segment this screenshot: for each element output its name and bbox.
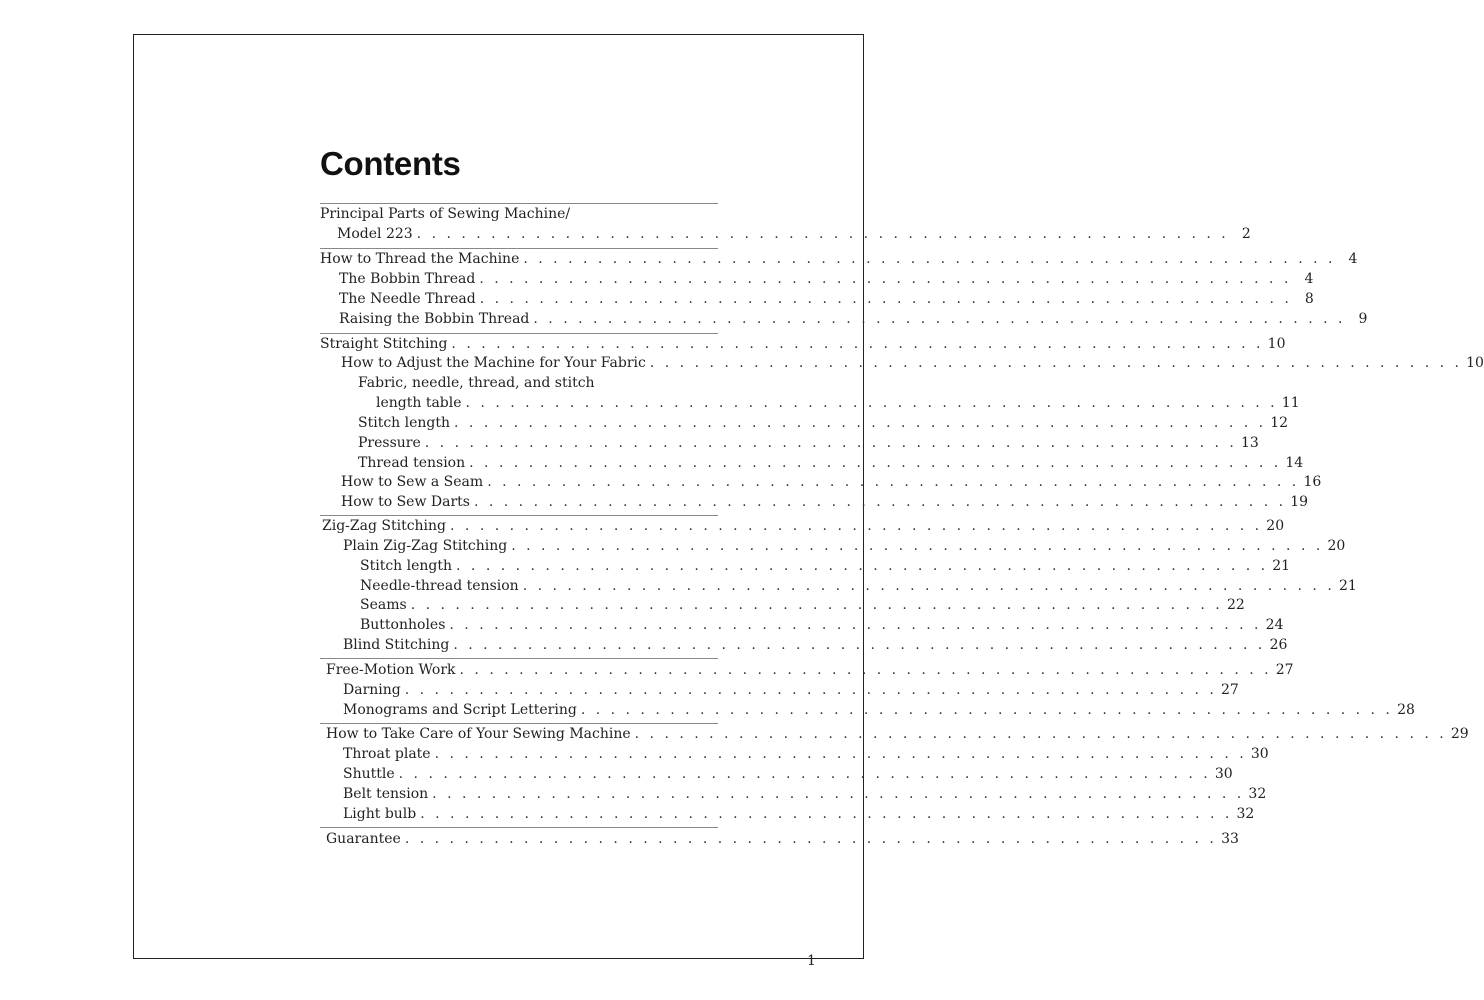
toc-page-number: 26 (1269, 637, 1288, 653)
toc-entry-label: The Needle Thread (339, 291, 476, 307)
toc-entry-label: Guarantee (326, 831, 401, 847)
dot-leader: . . . . . . . . . . . . . . . . . . . . . . . . . . . . . . . . . . . . . . . . . . . . . . . . . . . . . . . (533, 311, 1346, 327)
toc-page-number: 24 (1265, 617, 1284, 633)
toc-page-number: 28 (1397, 702, 1415, 718)
toc-entry-label: Needle-thread tension (360, 578, 519, 594)
toc-page-number: 21 (1272, 558, 1291, 574)
toc-entry[interactable] (343, 786, 1267, 806)
toc-entry-label: Belt tension (343, 786, 429, 802)
toc-page-number: 10 (1267, 336, 1286, 352)
dot-leader: . . . . . . . . . . . . . . . . . . . . . . . . . . . . . . . . . . . . . . . . . . . . . . . . . . . . . . . (453, 637, 1266, 653)
toc-entry-label: How to Adjust the Machine for Your Fabric (341, 355, 646, 371)
toc-entry[interactable] (320, 336, 1286, 356)
dot-leader: . . . . . . . . . . . . . . . . . . . . . . . . . . . . . . . . . . . . . . . . . . . . . . . . . . . . . . . (459, 662, 1272, 678)
toc-entry[interactable] (360, 597, 1245, 617)
section-divider (320, 248, 718, 249)
section-divider (320, 827, 718, 828)
toc-entry-label: Darning (343, 682, 401, 698)
toc-entry[interactable] (339, 311, 1368, 331)
toc-entry-label: Zig-Zag Stitching (322, 518, 447, 534)
toc-page-number: 27 (1221, 682, 1239, 698)
dot-leader: . . . . . . . . . . . . . . . . . . . . . . . . . . . . . . . . . . . . . . . . . . . . . . . . . . . . . . . (424, 435, 1237, 451)
toc-entry-label: Pressure (358, 435, 421, 451)
dot-leader: . . . . . . . . . . . . . . . . . . . . . . . . . . . . . . . . . . . . . . . . . . . . . . . . . . . . . . . (410, 597, 1223, 613)
toc-page-number: 19 (1290, 494, 1309, 510)
dot-leader: . . . . . . . . . . . . . . . . . . . . . . . . . . . . . . . . . . . . . . . . . . . . . . . . . . . . . . . (449, 617, 1262, 633)
toc-page-number: 11 (1281, 395, 1300, 411)
toc-entry-label: The Bobbin Thread (339, 271, 476, 287)
toc-entry[interactable] (341, 355, 1484, 375)
toc-entry[interactable] (376, 395, 1300, 415)
toc-entry[interactable] (343, 746, 1269, 766)
dot-leader: . . . . . . . . . . . . . . . . . . . . . . . . . . . . . . . . . . . . . . . . . . . . . . . . . . . . . . . (451, 336, 1264, 352)
dot-leader: . . . . . . . . . . . . . . . . . . . . . . . . . . . . . . . . . . . . . . . . . . . . . . . . . . . . . . . (404, 831, 1217, 847)
toc-entry[interactable] (320, 251, 1358, 271)
toc-entry[interactable] (360, 578, 1357, 598)
toc-entry[interactable] (326, 662, 1294, 682)
toc-page-number: 30 (1250, 746, 1269, 762)
dot-leader: . . . . . . . . . . . . . . . . . . . . . . . . . . . . . . . . . . . . . . . . . . . . . . . . . . . . . . . (634, 726, 1447, 742)
toc-entry-label: Shuttle (343, 766, 395, 782)
toc-entry-label: How to Thread the Machine (320, 251, 520, 267)
toc-page-number: 4 (1348, 251, 1358, 267)
toc-entry-label: Light bulb (343, 806, 417, 822)
toc-entry-label: Free-Motion Work (326, 662, 456, 678)
section-divider (320, 515, 718, 516)
toc-page-number: 30 (1214, 766, 1233, 782)
dot-leader: . . . . . . . . . . . . . . . . . . . . . . . . . . . . . . . . . . . . . . . . . . . . . . . . . . . . . . . (473, 494, 1287, 510)
dot-leader: . . . . . . . . . . . . . . . . . . . . . . . . . . . . . . . . . . . . . . . . . . . . . . . . . . . . . . . (404, 682, 1217, 698)
toc-entry[interactable] (343, 766, 1233, 786)
toc-page-number: 8 (1304, 291, 1314, 307)
toc-entry[interactable] (343, 538, 1346, 558)
toc-entry[interactable] (358, 455, 1304, 475)
toc-entry-label: Stitch length (360, 558, 453, 574)
dot-leader: . . . . . . . . . . . . . . . . . . . . . . . . . . . . . . . . . . . . . . . . . . . . . . . . . . . . . . . (523, 251, 1336, 267)
toc-entry-label: length table (376, 395, 462, 411)
section-divider (320, 658, 718, 659)
toc-page-number: 2 (1241, 226, 1251, 242)
toc-entry-label: Monograms and Script Lettering (343, 702, 577, 718)
toc-entry-label: Thread tension (358, 455, 466, 471)
toc-page-number: 33 (1221, 831, 1239, 847)
dot-leader: . . . . . . . . . . . . . . . . . . . . . . . . . . . . . . . . . . . . . . . . . . . . . . . . . . . . . . . (487, 474, 1300, 490)
toc-page-number: 21 (1338, 578, 1357, 594)
toc-page-number: 27 (1275, 662, 1294, 678)
page-title: Contents (320, 145, 461, 182)
toc-page-number: 32 (1236, 806, 1255, 822)
toc-entry[interactable] (360, 617, 1284, 637)
dot-leader: . . . . . . . . . . . . . . . . . . . . . . . . . . . . . . . . . . . . . . . . . . . . . . . . . . . . . . . (479, 271, 1292, 287)
toc-entry[interactable] (339, 291, 1314, 311)
dot-leader: . . . . . . . . . . . . . . . . . . . . . . . . . . . . . . . . . . . . . . . . . . . . . . . . . . . . . . . (580, 702, 1393, 718)
toc-page-number: 20 (1266, 518, 1285, 534)
toc-entry[interactable] (326, 831, 1239, 851)
toc-page-number: 29 (1450, 726, 1469, 742)
toc-entry-label: Model 223 (337, 226, 413, 242)
toc-entry[interactable] (337, 226, 1251, 246)
dot-leader: . . . . . . . . . . . . . . . . . . . . . . . . . . . . . . . . . . . . . . . . . . . . . . . . . . . . . . . (649, 355, 1462, 371)
dot-leader: . . . . . . . . . . . . . . . . . . . . . . . . . . . . . . . . . . . . . . . . . . . . . . . . . . . . . . . (454, 415, 1267, 431)
toc-page-number: 9 (1358, 311, 1368, 327)
dot-leader: . . . . . . . . . . . . . . . . . . . . . . . . . . . . . . . . . . . . . . . . . . . . . . . . . . . . . . . (450, 518, 1263, 534)
toc-page-number: 32 (1248, 786, 1267, 802)
toc-entry[interactable] (322, 518, 1285, 538)
toc-entry-label: Stitch length (358, 415, 451, 431)
toc-page-number: 14 (1285, 455, 1304, 471)
toc-page-number: 13 (1241, 435, 1259, 451)
dot-leader: . . . . . . . . . . . . . . . . . . . . . . . . . . . . . . . . . . . . . . . . . . . . . . . . . . . . . . . (432, 786, 1245, 802)
dot-leader: . . . . . . . . . . . . . . . . . . . . . . . . . . . . . . . . . . . . . . . . . . . . . . . . . . . . . . . (434, 746, 1247, 762)
toc-entry[interactable] (343, 637, 1288, 657)
toc-entry-label: Blind Stitching (343, 637, 450, 653)
toc-page-number: 10 (1466, 355, 1484, 371)
toc-page-number: 22 (1226, 597, 1245, 613)
toc-entry[interactable] (358, 435, 1259, 455)
dot-leader: . . . . . . . . . . . . . . . . . . . . . . . . . . . . . . . . . . . . . . . . . . . . . . . . . . . . . . . (456, 558, 1269, 574)
toc-entry-label: Buttonholes (360, 617, 446, 633)
toc-entry-label: Throat plate (343, 746, 431, 762)
toc-entry[interactable] (343, 806, 1255, 826)
toc-entry[interactable] (343, 682, 1239, 702)
toc-entry-label: Fabric, needle, thread, and stitch (358, 375, 595, 391)
dot-leader: . . . . . . . . . . . . . . . . . . . . . . . . . . . . . . . . . . . . . . . . . . . . . . . . . . . . . . . (479, 291, 1292, 307)
toc-page-number: 20 (1327, 538, 1346, 554)
toc-page-number: 12 (1270, 415, 1289, 431)
toc-entry[interactable] (341, 474, 1322, 494)
dot-leader: . . . . . . . . . . . . . . . . . . . . . . . . . . . . . . . . . . . . . . . . . . . . . . . . . . . . . . . (522, 578, 1335, 594)
toc-entry-label: Raising the Bobbin Thread (339, 311, 530, 327)
toc-entry[interactable] (358, 415, 1289, 435)
dot-leader: . . . . . . . . . . . . . . . . . . . . . . . . . . . . . . . . . . . . . . . . . . . . . . . . . . . . . . . (420, 806, 1233, 822)
toc-page-number: 16 (1303, 474, 1322, 490)
toc-entry-label: How to Take Care of Your Sewing Machine (326, 726, 631, 742)
section-divider (320, 723, 718, 724)
toc-entry[interactable] (339, 271, 1314, 291)
toc-entry[interactable] (360, 558, 1291, 578)
section-divider (320, 203, 718, 204)
dot-leader: . . . . . . . . . . . . . . . . . . . . . . . . . . . . . . . . . . . . . . . . . . . . . . . . . . . . . . . (511, 538, 1324, 554)
section-divider (320, 333, 718, 334)
page-number: 1 (807, 953, 816, 969)
toc-entry-label: Plain Zig-Zag Stitching (343, 538, 508, 554)
toc-entry-label: Straight Stitching (320, 336, 448, 352)
dot-leader: . . . . . . . . . . . . . . . . . . . . . . . . . . . . . . . . . . . . . . . . . . . . . . . . . . . . . . . (398, 766, 1211, 782)
dot-leader: . . . . . . . . . . . . . . . . . . . . . . . . . . . . . . . . . . . . . . . . . . . . . . . . . . . . . . . (416, 226, 1229, 242)
toc-entry-label: How to Sew Darts (341, 494, 470, 510)
dot-leader: . . . . . . . . . . . . . . . . . . . . . . . . . . . . . . . . . . . . . . . . . . . . . . . . . . . . . . . (469, 455, 1282, 471)
toc-entry-label: Seams (360, 597, 407, 613)
dot-leader: . . . . . . . . . . . . . . . . . . . . . . . . . . . . . . . . . . . . . . . . . . . . . . . . . . . . . . . (465, 395, 1278, 411)
toc-entry[interactable] (326, 726, 1469, 746)
toc-entry[interactable] (343, 702, 1415, 722)
toc-entry[interactable] (341, 494, 1309, 514)
toc-entry-label: How to Sew a Seam (341, 474, 484, 490)
toc-entry-label: Principal Parts of Sewing Machine/ (320, 206, 571, 222)
toc-page-number: 4 (1304, 271, 1314, 287)
